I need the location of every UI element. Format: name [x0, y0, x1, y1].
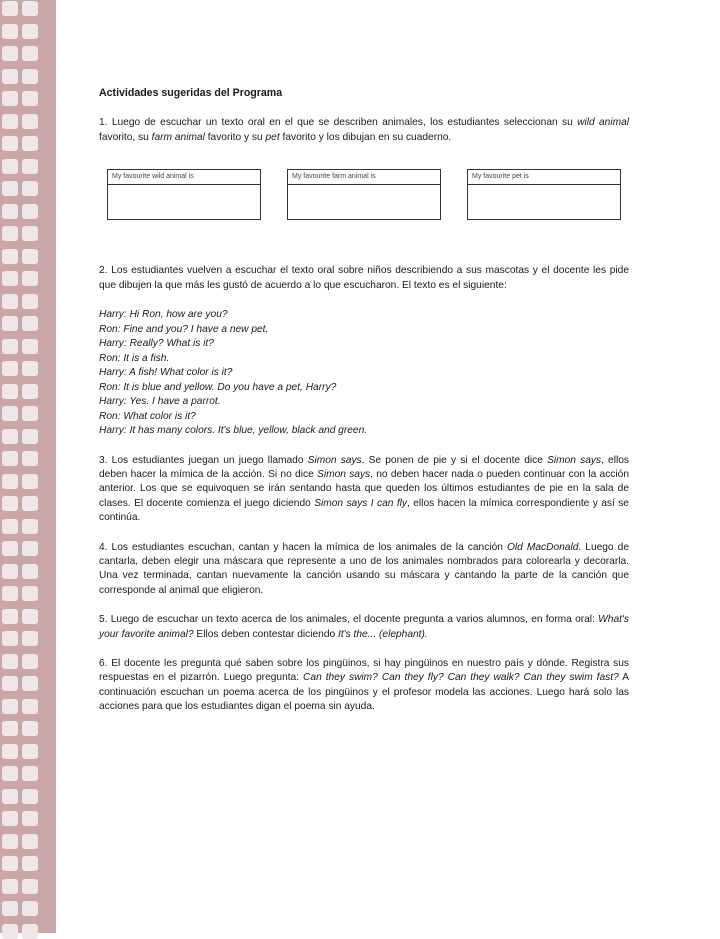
- activity-3-italic: Simon says: [317, 468, 371, 480]
- document-title: Actividades sugeridas del Programa: [99, 87, 283, 99]
- binder-square: [2, 429, 18, 444]
- binder-square: [22, 339, 38, 354]
- binder-square: [22, 451, 38, 466]
- binder-square: [22, 789, 38, 804]
- binder-square: [22, 496, 38, 511]
- binder-square: [2, 339, 18, 354]
- binder-square: [22, 654, 38, 669]
- binder-square: [2, 271, 18, 286]
- activity-5-answer: It's the... (elephant).: [338, 628, 428, 640]
- activity-2: 2. Los estudiantes vuelven a escuchar el texto oral sobre niños describiendo a sus mascotas y el docente les pide que dibujen la que más les gustó de acuerdo a lo que escucharon. El texto es el siguiente:: [99, 265, 629, 291]
- binder-square: [22, 316, 38, 331]
- binder-square: [2, 541, 18, 556]
- drawing-boxes: [107, 169, 621, 220]
- activity-1-text: 1. Luego de escuchar un texto oral en el que se describen animales, los estudiantes seleccionan su: [99, 117, 578, 129]
- binder-square: [22, 699, 38, 714]
- binder-square: [2, 226, 18, 241]
- dialog-line: Ron: It is blue and yellow. Do you have a pet, Harry?: [99, 381, 337, 393]
- drawing-box-label: My favourite pet is: [468, 170, 620, 185]
- activity-3-text: , ellos deben hacer la mímica de la acción. Si no dice: [99, 454, 630, 480]
- binder-square: [22, 564, 38, 579]
- binder-square: [22, 136, 38, 151]
- binder-square: [2, 384, 18, 399]
- dialog-line: Harry: A fish! What color is it?: [99, 367, 233, 379]
- activity-6: [99, 657, 629, 715]
- binder-square: [22, 294, 38, 309]
- activity-1-farm-animal: farm animal: [151, 131, 205, 143]
- binder-square: [2, 114, 18, 129]
- binder-square: [22, 361, 38, 376]
- dialog-line: Ron: What color is it?: [99, 410, 196, 422]
- binder-square: [22, 384, 38, 399]
- binder-square: [22, 924, 38, 939]
- binder-square: [2, 69, 18, 84]
- dialog-line: Ron: It is a fish.: [99, 352, 170, 364]
- binder-square: [2, 834, 18, 849]
- binder-square: [2, 451, 18, 466]
- binder-square: [2, 631, 18, 646]
- binder-square: [22, 676, 38, 691]
- binder-square: [2, 136, 18, 151]
- binder-square: [2, 586, 18, 601]
- binder-square: [22, 744, 38, 759]
- binder-square: [22, 901, 38, 916]
- activity-5-text: 5. Luego de escuchar un texto acerca de los animales, el docente pregunta a varios alumnos, en forma oral:: [99, 614, 599, 626]
- binder-square: [22, 721, 38, 736]
- binder-square: [22, 46, 38, 61]
- drawing-box-label: My favourite wild animal is: [108, 170, 260, 185]
- binder-square: [2, 676, 18, 691]
- notebook-binder-strip: [0, 0, 56, 933]
- binder-square: [2, 1, 18, 16]
- binder-square: [2, 744, 18, 759]
- drawing-box-farm-animal: [287, 169, 441, 220]
- activity-4-song-title: Old MacDonald: [506, 541, 579, 553]
- binder-square: [2, 789, 18, 804]
- activity-3-text: , no deben hacer nada o pueden continuar con la acción anterior. Los que se equivoquen se irán sentando hasta que queden los últimos estudiantes de pie en la sala de clases. El docente comienza el juego diciendo: [99, 468, 629, 509]
- binder-square: [2, 811, 18, 826]
- binder-square: [2, 406, 18, 421]
- activity-3-italic: Simon says: [307, 454, 362, 466]
- binder-square: [22, 159, 38, 174]
- binder-square: [2, 879, 18, 894]
- dialog-line: Harry: It has many colors. It's blue, yellow, black and green.: [99, 425, 368, 437]
- binder-square: [2, 924, 18, 939]
- activity-3-text: 3. Los estudiantes juegan un juego llamado: [99, 454, 308, 466]
- document-body: [99, 86, 629, 730]
- binder-square: [2, 856, 18, 871]
- dialog-line: Harry: Hi Ron, how are you?: [99, 309, 228, 321]
- binder-square: [22, 541, 38, 556]
- binder-square: [2, 91, 18, 106]
- activity-4-text: 4. Los estudiantes escuchan, cantan y hacen la mímica de los animales de la canción: [99, 541, 507, 553]
- activity-4-text: . Luego de cantarla, deben elegir una máscara que represente a uno de los animales nombrados para colorearla y decorarla. Una vez terminada, cantan nuevamente la canción usando su máscara y cantando la parte de la canción que corresponde al animal que eligieron.: [99, 541, 629, 596]
- drawing-box-label: My favourite farm animal is: [288, 170, 440, 185]
- activity-3: [99, 454, 629, 526]
- binder-square: [22, 879, 38, 894]
- binder-square: [2, 181, 18, 196]
- binder-square: [2, 609, 18, 624]
- dialog-line: Harry: Yes. I have a parrot.: [99, 396, 221, 408]
- binder-square: [2, 159, 18, 174]
- drawing-box-pet: [467, 169, 621, 220]
- binder-square: [2, 654, 18, 669]
- binder-square: [22, 429, 38, 444]
- binder-square: [22, 91, 38, 106]
- binder-square: [2, 901, 18, 916]
- binder-square: [22, 766, 38, 781]
- drawing-box-wild-animal: [107, 169, 261, 220]
- binder-square: [2, 496, 18, 511]
- binder-square: [2, 361, 18, 376]
- binder-square: [22, 834, 38, 849]
- binder-square: [2, 721, 18, 736]
- binder-square: [22, 631, 38, 646]
- binder-square: [2, 294, 18, 309]
- activity-5-question: What's your favorite animal?: [99, 614, 629, 640]
- binder-square: [2, 766, 18, 781]
- activity-6-text: A continuación escuchan un poema acerca de los pingüinos y el profesor modela las acciones. Luego hará solo las acciones para que los estudiantes digan el poema sin ayuda.: [99, 672, 629, 713]
- dialog: [99, 308, 629, 439]
- dialog-line: Ron: Fine and you? I have a new pet.: [99, 323, 269, 335]
- activity-3-text: , ellos hacen la mímica correspondiente y así se continúa.: [99, 497, 629, 524]
- binder-square: [22, 69, 38, 84]
- activity-3-text: . Se ponen de pie y si el docente dice: [361, 454, 548, 466]
- binder-square: [2, 249, 18, 264]
- activity-1-pet: pet: [265, 131, 280, 143]
- activity-1-text: favorito, su: [99, 131, 152, 143]
- binder-square: [22, 1, 38, 16]
- binder-square: [22, 474, 38, 489]
- binder-square: [22, 181, 38, 196]
- binder-square: [22, 204, 38, 219]
- binder-square: [2, 474, 18, 489]
- binder-square: [22, 406, 38, 421]
- activity-5-text: Ellos deben contestar diciendo: [193, 628, 338, 640]
- binder-square: [2, 24, 18, 39]
- binder-square: [2, 204, 18, 219]
- activity-1-text: favorito y su: [204, 131, 266, 143]
- binder-square: [22, 811, 38, 826]
- binder-square: [22, 856, 38, 871]
- binder-square: [22, 519, 38, 534]
- binder-square: [22, 609, 38, 624]
- activity-3-italic: Simon says I can fly: [314, 497, 408, 509]
- activity-4: [99, 541, 629, 599]
- binder-square: [22, 249, 38, 264]
- binder-square: [2, 46, 18, 61]
- activity-1-text: favorito y los dibujan en su cuaderno.: [279, 131, 452, 143]
- binder-square: [2, 519, 18, 534]
- activity-1: [99, 116, 629, 145]
- activity-6-text: 6. El docente les pregunta qué saben sobre los pingüinos, si hay pingüinos en nuestro país y dónde. Registra sus respuestas en el pizarrón. Luego pregunta:: [99, 658, 629, 684]
- activity-3-italic: Simon says: [547, 454, 602, 466]
- binder-square: [2, 564, 18, 579]
- binder-square: [22, 114, 38, 129]
- dialog-line: Harry: Really? What is it?: [99, 338, 214, 350]
- binder-square: [22, 24, 38, 39]
- activity-1-wild-animal: wild animal: [577, 117, 630, 129]
- binder-square: [22, 586, 38, 601]
- binder-square: [2, 699, 18, 714]
- binder-square: [22, 271, 38, 286]
- binder-square: [2, 316, 18, 331]
- activity-5: [99, 613, 629, 642]
- binder-square: [22, 226, 38, 241]
- activity-6-questions: Can they swim? Can they fly? Can they walk? Can they swim fast?: [303, 672, 619, 684]
